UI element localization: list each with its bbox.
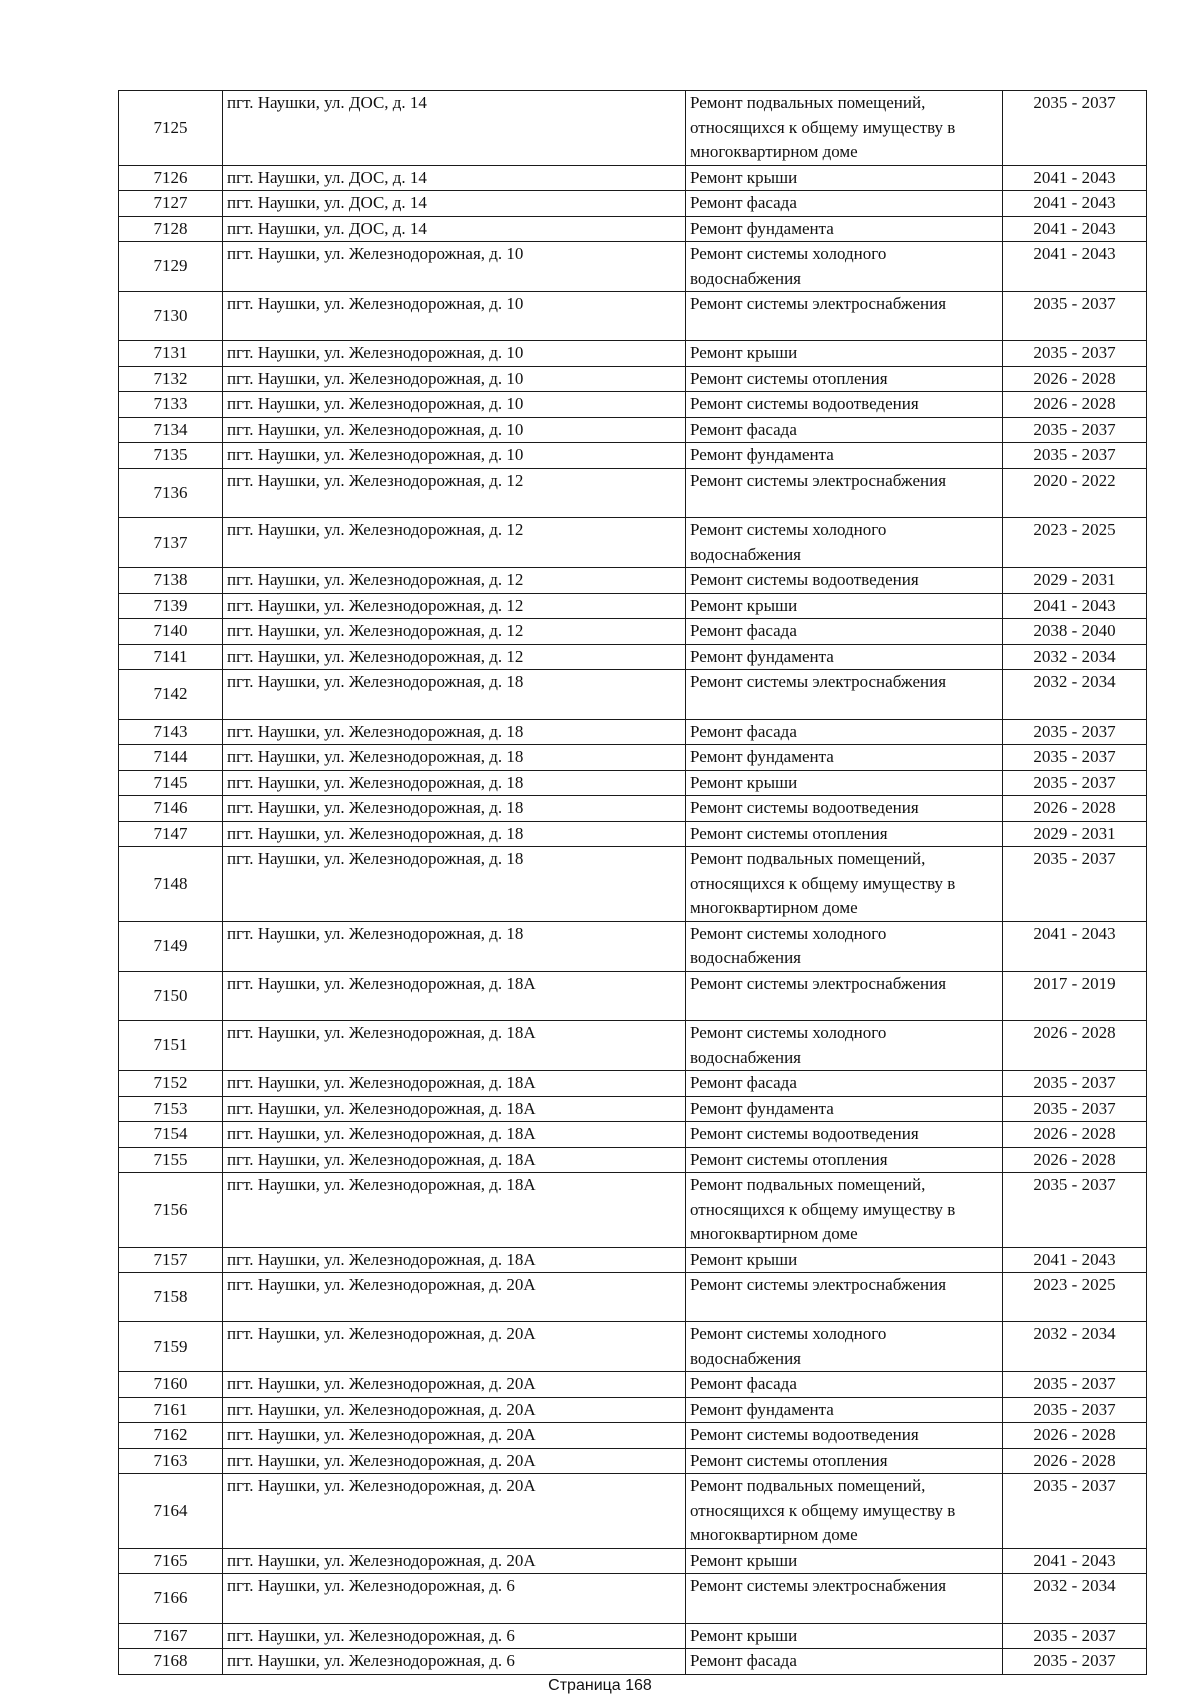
table-row (119, 1548, 1147, 1574)
table-row (119, 1071, 1147, 1097)
period-cell: 2035 - 2037 (1003, 745, 1147, 771)
period-cell: 2035 - 2037 (1003, 1096, 1147, 1122)
work-type-cell: Ремонт крыши (686, 341, 1003, 367)
period-cell: 2041 - 2043 (1003, 165, 1147, 191)
row-number-cell: 7138 (119, 568, 223, 594)
work-type-cell: Ремонт фундамента (686, 216, 1003, 242)
table-row (119, 392, 1147, 418)
address-cell: пгт. Наушки, ул. Железнодорожная, д. 18 (223, 770, 686, 796)
table-row (119, 644, 1147, 670)
row-number-cell: 7140 (119, 619, 223, 645)
address-cell: пгт. Наушки, ул. ДОС, д. 14 (223, 216, 686, 242)
work-type-cell: Ремонт крыши (686, 593, 1003, 619)
row-number-cell: 7128 (119, 216, 223, 242)
table-row (119, 1173, 1147, 1248)
address-cell: пгт. Наушки, ул. Железнодорожная, д. 12 (223, 468, 686, 517)
period-cell: 2041 - 2043 (1003, 921, 1147, 971)
work-type-cell: Ремонт крыши (686, 1548, 1003, 1574)
address-cell: пгт. Наушки, ул. Железнодорожная, д. 10 (223, 392, 686, 418)
work-type-cell: Ремонт системы холодного водоснабжения (686, 1322, 1003, 1372)
row-number-cell: 7134 (119, 417, 223, 443)
address-cell: пгт. Наушки, ул. Железнодорожная, д. 20А (223, 1397, 686, 1423)
row-number-cell: 7148 (119, 847, 223, 922)
work-type-cell: Ремонт фасада (686, 1372, 1003, 1398)
row-number-cell: 7153 (119, 1096, 223, 1122)
address-cell: пгт. Наушки, ул. Железнодорожная, д. 10 (223, 292, 686, 341)
period-cell: 2026 - 2028 (1003, 1423, 1147, 1449)
period-cell: 2038 - 2040 (1003, 619, 1147, 645)
work-type-cell: Ремонт системы водоотведения (686, 796, 1003, 822)
work-type-cell: Ремонт крыши (686, 770, 1003, 796)
address-cell: пгт. Наушки, ул. Железнодорожная, д. 18 (223, 847, 686, 922)
work-type-cell: Ремонт системы отопления (686, 1147, 1003, 1173)
row-number-cell: 7168 (119, 1649, 223, 1675)
row-number-cell: 7163 (119, 1448, 223, 1474)
period-cell: 2029 - 2031 (1003, 821, 1147, 847)
period-cell: 2023 - 2025 (1003, 1273, 1147, 1322)
work-type-cell: Ремонт системы отопления (686, 821, 1003, 847)
address-cell: пгт. Наушки, ул. Железнодорожная, д. 18А (223, 1071, 686, 1097)
period-cell: 2026 - 2028 (1003, 1122, 1147, 1148)
address-cell: пгт. Наушки, ул. Железнодорожная, д. 18А (223, 1173, 686, 1248)
row-number-cell: 7135 (119, 443, 223, 469)
work-type-cell: Ремонт системы водоотведения (686, 392, 1003, 418)
address-cell: пгт. Наушки, ул. Железнодорожная, д. 18А (223, 1247, 686, 1273)
table-row (119, 921, 1147, 971)
row-number-cell: 7130 (119, 292, 223, 341)
period-cell: 2041 - 2043 (1003, 1247, 1147, 1273)
row-number-cell: 7131 (119, 341, 223, 367)
address-cell: пгт. Наушки, ул. Железнодорожная, д. 12 (223, 644, 686, 670)
address-cell: пгт. Наушки, ул. Железнодорожная, д. 18А (223, 1021, 686, 1071)
table-row (119, 1122, 1147, 1148)
table-row (119, 593, 1147, 619)
table-row (119, 1147, 1147, 1173)
table-row (119, 568, 1147, 594)
row-number-cell: 7143 (119, 719, 223, 745)
row-number-cell: 7147 (119, 821, 223, 847)
table-row (119, 1273, 1147, 1322)
page-number: Страница 168 (548, 1677, 652, 1694)
repair-schedule-table (118, 90, 1147, 1675)
table-row (119, 745, 1147, 771)
work-type-cell: Ремонт системы холодного водоснабжения (686, 1021, 1003, 1071)
period-cell: 2026 - 2028 (1003, 1147, 1147, 1173)
period-cell: 2020 - 2022 (1003, 468, 1147, 517)
table-row (119, 518, 1147, 568)
period-cell: 2032 - 2034 (1003, 1574, 1147, 1623)
table-row (119, 971, 1147, 1020)
table-row (119, 191, 1147, 217)
work-type-cell: Ремонт подвальных помещений, относящихся к общему имуществу в многоквартирном доме (686, 1173, 1003, 1248)
row-number-cell: 7161 (119, 1397, 223, 1423)
work-type-cell: Ремонт подвальных помещений, относящихся к общему имуществу в многоквартирном доме (686, 847, 1003, 922)
table-row (119, 1247, 1147, 1273)
work-type-cell: Ремонт системы водоотведения (686, 568, 1003, 594)
work-type-cell: Ремонт крыши (686, 165, 1003, 191)
address-cell: пгт. Наушки, ул. Железнодорожная, д. 18А (223, 971, 686, 1020)
table-row (119, 1623, 1147, 1649)
work-type-cell: Ремонт системы холодного водоснабжения (686, 518, 1003, 568)
table-body (119, 91, 1147, 1675)
address-cell: пгт. Наушки, ул. Железнодорожная, д. 12 (223, 593, 686, 619)
work-type-cell: Ремонт системы электроснабжения (686, 1574, 1003, 1623)
work-type-cell: Ремонт фасада (686, 1649, 1003, 1675)
row-number-cell: 7133 (119, 392, 223, 418)
period-cell: 2035 - 2037 (1003, 341, 1147, 367)
row-number-cell: 7164 (119, 1474, 223, 1549)
work-type-cell: Ремонт системы электроснабжения (686, 670, 1003, 719)
period-cell: 2035 - 2037 (1003, 1173, 1147, 1248)
period-cell: 2041 - 2043 (1003, 593, 1147, 619)
table-row (119, 1574, 1147, 1623)
row-number-cell: 7125 (119, 91, 223, 166)
table-row (119, 1397, 1147, 1423)
work-type-cell: Ремонт фасада (686, 719, 1003, 745)
work-type-cell: Ремонт системы водоотведения (686, 1423, 1003, 1449)
address-cell: пгт. Наушки, ул. Железнодорожная, д. 20А (223, 1448, 686, 1474)
address-cell: пгт. Наушки, ул. ДОС, д. 14 (223, 91, 686, 166)
address-cell: пгт. Наушки, ул. Железнодорожная, д. 18 (223, 821, 686, 847)
address-cell: пгт. Наушки, ул. Железнодорожная, д. 12 (223, 518, 686, 568)
work-type-cell: Ремонт системы электроснабжения (686, 1273, 1003, 1322)
row-number-cell: 7160 (119, 1372, 223, 1398)
period-cell: 2026 - 2028 (1003, 1021, 1147, 1071)
table-row (119, 847, 1147, 922)
work-type-cell: Ремонт системы электроснабжения (686, 971, 1003, 1020)
period-cell: 2026 - 2028 (1003, 1448, 1147, 1474)
address-cell: пгт. Наушки, ул. Железнодорожная, д. 18 (223, 796, 686, 822)
row-number-cell: 7149 (119, 921, 223, 971)
address-cell: пгт. Наушки, ул. Железнодорожная, д. 20А (223, 1372, 686, 1398)
address-cell: пгт. Наушки, ул. Железнодорожная, д. 18А (223, 1122, 686, 1148)
table-row (119, 719, 1147, 745)
table-row (119, 1448, 1147, 1474)
period-cell: 2032 - 2034 (1003, 1322, 1147, 1372)
table-row (119, 91, 1147, 166)
row-number-cell: 7152 (119, 1071, 223, 1097)
work-type-cell: Ремонт фундамента (686, 443, 1003, 469)
row-number-cell: 7156 (119, 1173, 223, 1248)
period-cell: 2026 - 2028 (1003, 366, 1147, 392)
address-cell: пгт. Наушки, ул. Железнодорожная, д. 10 (223, 417, 686, 443)
period-cell: 2035 - 2037 (1003, 1397, 1147, 1423)
work-type-cell: Ремонт подвальных помещений, относящихся к общему имуществу в многоквартирном доме (686, 91, 1003, 166)
address-cell: пгт. Наушки, ул. Железнодорожная, д. 18 (223, 670, 686, 719)
period-cell: 2023 - 2025 (1003, 518, 1147, 568)
table-row (119, 292, 1147, 341)
table-row (119, 1474, 1147, 1549)
period-cell: 2035 - 2037 (1003, 1649, 1147, 1675)
period-cell: 2035 - 2037 (1003, 1071, 1147, 1097)
address-cell: пгт. Наушки, ул. Железнодорожная, д. 12 (223, 568, 686, 594)
table-row (119, 1322, 1147, 1372)
row-number-cell: 7126 (119, 165, 223, 191)
period-cell: 2026 - 2028 (1003, 796, 1147, 822)
row-number-cell: 7136 (119, 468, 223, 517)
table-row (119, 796, 1147, 822)
period-cell: 2035 - 2037 (1003, 292, 1147, 341)
address-cell: пгт. Наушки, ул. Железнодорожная, д. 18 (223, 745, 686, 771)
work-type-cell: Ремонт системы отопления (686, 1448, 1003, 1474)
work-type-cell: Ремонт подвальных помещений, относящихся к общему имуществу в многоквартирном доме (686, 1474, 1003, 1549)
address-cell: пгт. Наушки, ул. Железнодорожная, д. 10 (223, 341, 686, 367)
table-row (119, 417, 1147, 443)
address-cell: пгт. Наушки, ул. Железнодорожная, д. 10 (223, 242, 686, 292)
row-number-cell: 7150 (119, 971, 223, 1020)
period-cell: 2029 - 2031 (1003, 568, 1147, 594)
period-cell: 2026 - 2028 (1003, 392, 1147, 418)
address-cell: пгт. Наушки, ул. Железнодорожная, д. 10 (223, 443, 686, 469)
row-number-cell: 7159 (119, 1322, 223, 1372)
table-row (119, 1021, 1147, 1071)
table-row (119, 366, 1147, 392)
address-cell: пгт. Наушки, ул. Железнодорожная, д. 18 (223, 719, 686, 745)
row-number-cell: 7127 (119, 191, 223, 217)
row-number-cell: 7166 (119, 1574, 223, 1623)
address-cell: пгт. Наушки, ул. Железнодорожная, д. 18А (223, 1096, 686, 1122)
table-row (119, 1372, 1147, 1398)
work-type-cell: Ремонт фундамента (686, 745, 1003, 771)
table-row (119, 216, 1147, 242)
row-number-cell: 7141 (119, 644, 223, 670)
period-cell: 2035 - 2037 (1003, 770, 1147, 796)
period-cell: 2035 - 2037 (1003, 1372, 1147, 1398)
table-row (119, 619, 1147, 645)
work-type-cell: Ремонт фундамента (686, 1397, 1003, 1423)
work-type-cell: Ремонт крыши (686, 1247, 1003, 1273)
work-type-cell: Ремонт системы водоотведения (686, 1122, 1003, 1148)
row-number-cell: 7144 (119, 745, 223, 771)
row-number-cell: 7129 (119, 242, 223, 292)
period-cell: 2035 - 2037 (1003, 91, 1147, 166)
table-row (119, 341, 1147, 367)
table-row (119, 821, 1147, 847)
table-row (119, 165, 1147, 191)
address-cell: пгт. Наушки, ул. Железнодорожная, д. 20А (223, 1548, 686, 1574)
address-cell: пгт. Наушки, ул. Железнодорожная, д. 20А (223, 1423, 686, 1449)
period-cell: 2035 - 2037 (1003, 417, 1147, 443)
table-row (119, 770, 1147, 796)
row-number-cell: 7165 (119, 1548, 223, 1574)
address-cell: пгт. Наушки, ул. Железнодорожная, д. 20А (223, 1322, 686, 1372)
table-row (119, 1096, 1147, 1122)
table-row (119, 443, 1147, 469)
row-number-cell: 7157 (119, 1247, 223, 1273)
row-number-cell: 7158 (119, 1273, 223, 1322)
work-type-cell: Ремонт системы отопления (686, 366, 1003, 392)
address-cell: пгт. Наушки, ул. ДОС, д. 14 (223, 191, 686, 217)
period-cell: 2035 - 2037 (1003, 847, 1147, 922)
address-cell: пгт. Наушки, ул. Железнодорожная, д. 6 (223, 1623, 686, 1649)
period-cell: 2041 - 2043 (1003, 191, 1147, 217)
work-type-cell: Ремонт системы холодного водоснабжения (686, 921, 1003, 971)
address-cell: пгт. Наушки, ул. Железнодорожная, д. 18 (223, 921, 686, 971)
address-cell: пгт. Наушки, ул. Железнодорожная, д. 6 (223, 1574, 686, 1623)
period-cell: 2035 - 2037 (1003, 1474, 1147, 1549)
period-cell: 2035 - 2037 (1003, 719, 1147, 745)
address-cell: пгт. Наушки, ул. Железнодорожная, д. 12 (223, 619, 686, 645)
period-cell: 2041 - 2043 (1003, 242, 1147, 292)
address-cell: пгт. Наушки, ул. Железнодорожная, д. 6 (223, 1649, 686, 1675)
work-type-cell: Ремонт фасада (686, 191, 1003, 217)
table-row (119, 1649, 1147, 1675)
period-cell: 2032 - 2034 (1003, 644, 1147, 670)
address-cell: пгт. Наушки, ул. Железнодорожная, д. 20А (223, 1474, 686, 1549)
table-row (119, 1423, 1147, 1449)
work-type-cell: Ремонт фундамента (686, 644, 1003, 670)
period-cell: 2032 - 2034 (1003, 670, 1147, 719)
row-number-cell: 7167 (119, 1623, 223, 1649)
work-type-cell: Ремонт фундамента (686, 1096, 1003, 1122)
period-cell: 2035 - 2037 (1003, 443, 1147, 469)
row-number-cell: 7139 (119, 593, 223, 619)
table-row (119, 242, 1147, 292)
address-cell: пгт. Наушки, ул. Железнодорожная, д. 20А (223, 1273, 686, 1322)
table-row (119, 670, 1147, 719)
address-cell: пгт. Наушки, ул. Железнодорожная, д. 10 (223, 366, 686, 392)
row-number-cell: 7151 (119, 1021, 223, 1071)
row-number-cell: 7146 (119, 796, 223, 822)
work-type-cell: Ремонт системы электроснабжения (686, 468, 1003, 517)
row-number-cell: 7154 (119, 1122, 223, 1148)
work-type-cell: Ремонт фасада (686, 417, 1003, 443)
period-cell: 2041 - 2043 (1003, 1548, 1147, 1574)
row-number-cell: 7142 (119, 670, 223, 719)
period-cell: 2041 - 2043 (1003, 216, 1147, 242)
address-cell: пгт. Наушки, ул. ДОС, д. 14 (223, 165, 686, 191)
work-type-cell: Ремонт системы холодного водоснабжения (686, 242, 1003, 292)
table-row (119, 468, 1147, 517)
work-type-cell: Ремонт фасада (686, 1071, 1003, 1097)
work-type-cell: Ремонт системы электроснабжения (686, 292, 1003, 341)
address-cell: пгт. Наушки, ул. Железнодорожная, д. 18А (223, 1147, 686, 1173)
row-number-cell: 7137 (119, 518, 223, 568)
row-number-cell: 7145 (119, 770, 223, 796)
period-cell: 2035 - 2037 (1003, 1623, 1147, 1649)
period-cell: 2017 - 2019 (1003, 971, 1147, 1020)
row-number-cell: 7155 (119, 1147, 223, 1173)
row-number-cell: 7162 (119, 1423, 223, 1449)
work-type-cell: Ремонт крыши (686, 1623, 1003, 1649)
row-number-cell: 7132 (119, 366, 223, 392)
work-type-cell: Ремонт фасада (686, 619, 1003, 645)
